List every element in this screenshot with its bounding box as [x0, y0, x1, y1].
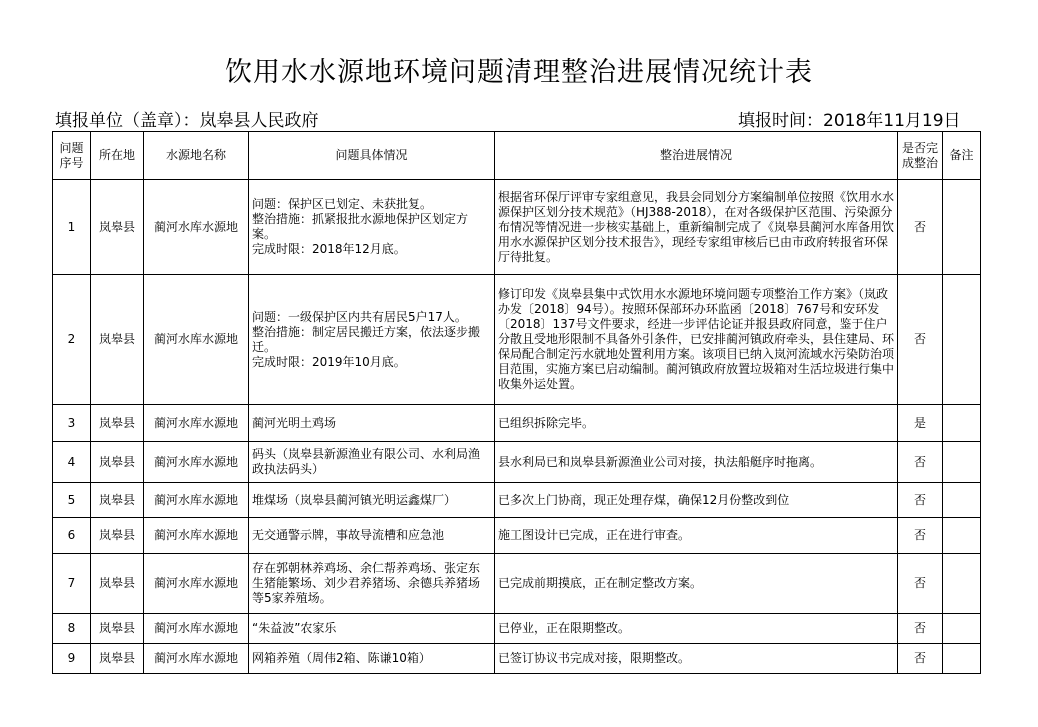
row-problem: 堆煤场（岚皋县蔺河镇光明运鑫煤厂） — [249, 483, 495, 518]
row-progress: 已停业，正在限期整改。 — [495, 614, 898, 644]
header-source: 水源地名称 — [144, 132, 249, 180]
report-unit: 填报单位（盖章）：岚皋县人民政府 — [55, 111, 319, 131]
row-remark — [943, 554, 981, 614]
row-problem: 问题：保护区已划定、未获批复。 整治措施：抓紧报批水源地保护区划定方案。 完成时限：2018年12月底。 — [249, 180, 495, 275]
row-location: 岚皋县 — [91, 644, 144, 674]
row-progress: 根据省环保厅评审专家组意见，我县会同划分方案编制单位按照《饮用水水源保护区划分技术规范》（HJ388-2018），在对各级保护区范围、污染源分布情况等情况进一步核实基础上，重新编制完成了《岚皋县蔺河水库备用饮用水水源保护区划分技术报告》，现经专家组审核后已由市政府转报省环保厅待批复。 — [495, 180, 898, 275]
row-done: 否 — [898, 442, 943, 483]
row-done: 否 — [898, 614, 943, 644]
row-remark — [943, 644, 981, 674]
row-done: 否 — [898, 483, 943, 518]
row-no: 4 — [53, 442, 91, 483]
row-problem: 存在郭朝林养鸡场、余仁帮养鸡场、张定东生猪能繁场、刘少君养猪场、余德兵养猪场等5家养殖场。 — [249, 554, 495, 614]
row-progress: 施工图设计已完成，正在进行审查。 — [495, 518, 898, 554]
row-no: 6 — [53, 518, 91, 554]
row-no: 2 — [53, 275, 91, 405]
row-source: 蔺河水库水源地 — [144, 554, 249, 614]
table-row — [53, 483, 981, 518]
row-progress: 已完成前期摸底，正在制定整改方案。 — [495, 554, 898, 614]
progress-table — [52, 131, 981, 674]
row-remark — [943, 275, 981, 405]
row-source: 蔺河水库水源地 — [144, 405, 249, 442]
row-source: 蔺河水库水源地 — [144, 518, 249, 554]
table-row — [53, 275, 981, 405]
row-source: 蔺河水库水源地 — [144, 614, 249, 644]
header-problem: 问题具体情况 — [249, 132, 495, 180]
row-progress: 已组织拆除完毕。 — [495, 405, 898, 442]
row-remark — [943, 614, 981, 644]
row-location: 岚皋县 — [91, 180, 144, 275]
row-no: 8 — [53, 614, 91, 644]
table-row — [53, 614, 981, 644]
row-location: 岚皋县 — [91, 405, 144, 442]
table-row — [53, 405, 981, 442]
row-progress: 已多次上门协商，现正处理存煤，确保12月份整改到位 — [495, 483, 898, 518]
header-done: 是否完 成整治 — [898, 132, 943, 180]
row-problem: 网箱养殖（周伟2箱、陈谦10箱） — [249, 644, 495, 674]
row-progress: 县水利局已和岚皋县新源渔业公司对接，执法船艇序时拖离。 — [495, 442, 898, 483]
row-remark — [943, 518, 981, 554]
row-remark — [943, 180, 981, 275]
header-remark: 备注 — [943, 132, 981, 180]
row-source: 蔺河水库水源地 — [144, 483, 249, 518]
row-location: 岚皋县 — [91, 442, 144, 483]
row-done: 否 — [898, 518, 943, 554]
row-done: 否 — [898, 644, 943, 674]
report-time: 填报时间：2018年11月19日 — [738, 111, 961, 131]
row-remark — [943, 405, 981, 442]
row-progress: 已签订协议书完成对接，限期整改。 — [495, 644, 898, 674]
row-no: 7 — [53, 554, 91, 614]
row-source: 蔺河水库水源地 — [144, 180, 249, 275]
row-location: 岚皋县 — [91, 275, 144, 405]
row-problem: 无交通警示牌，事故导流槽和应急池 — [249, 518, 495, 554]
row-source: 蔺河水库水源地 — [144, 644, 249, 674]
row-location: 岚皋县 — [91, 554, 144, 614]
row-location: 岚皋县 — [91, 483, 144, 518]
row-done: 是 — [898, 405, 943, 442]
table-row — [53, 644, 981, 674]
row-done: 否 — [898, 275, 943, 405]
row-no: 3 — [53, 405, 91, 442]
row-problem: 问题：一级保护区内共有居民5户17人。 整治措施：制定居民搬迁方案，依法逐步搬迁。 完成时限：2019年10月底。 — [249, 275, 495, 405]
row-no: 1 — [53, 180, 91, 275]
row-source: 蔺河水库水源地 — [144, 275, 249, 405]
row-progress: 修订印发《岚皋县集中式饮用水水源地环境问题专项整治工作方案》（岚政办发〔2018〕94号）。按照环保部环办环监函〔2018〕767号和安环发〔2018〕137号文件要求，经进一步评估论证并报县政府同意，鉴于住户分散且受地形限制不具备外引条件，已安排蔺河镇政府牵头，县住建局、环保局配合制定污水就地处置利用方案。该项目已纳入岚河流域水污染防治项目范围，实施方案已启动编制。蔺河镇政府放置垃圾箱对生活垃圾进行集中收集外运处置。 — [495, 275, 898, 405]
table-row — [53, 180, 981, 275]
header-location: 所在地 — [91, 132, 144, 180]
row-problem: 蔺河光明土鸡场 — [249, 405, 495, 442]
row-done: 否 — [898, 554, 943, 614]
row-problem: “朱益波”农家乐 — [249, 614, 495, 644]
row-source: 蔺河水库水源地 — [144, 442, 249, 483]
row-no: 5 — [53, 483, 91, 518]
table-row — [53, 442, 981, 483]
row-done: 否 — [898, 180, 943, 275]
table-row — [53, 554, 981, 614]
page-title: 饮用水水源地环境问题清理整治进展情况统计表 — [225, 57, 813, 88]
header-no: 问题 序号 — [53, 132, 91, 180]
row-no: 9 — [53, 644, 91, 674]
row-problem: 码头（岚皋县新源渔业有限公司、水利局渔政执法码头） — [249, 442, 495, 483]
header-progress: 整治进展情况 — [495, 132, 898, 180]
row-location: 岚皋县 — [91, 518, 144, 554]
row-remark — [943, 442, 981, 483]
table-row — [53, 518, 981, 554]
row-location: 岚皋县 — [91, 614, 144, 644]
header-row — [53, 132, 981, 180]
row-remark — [943, 483, 981, 518]
